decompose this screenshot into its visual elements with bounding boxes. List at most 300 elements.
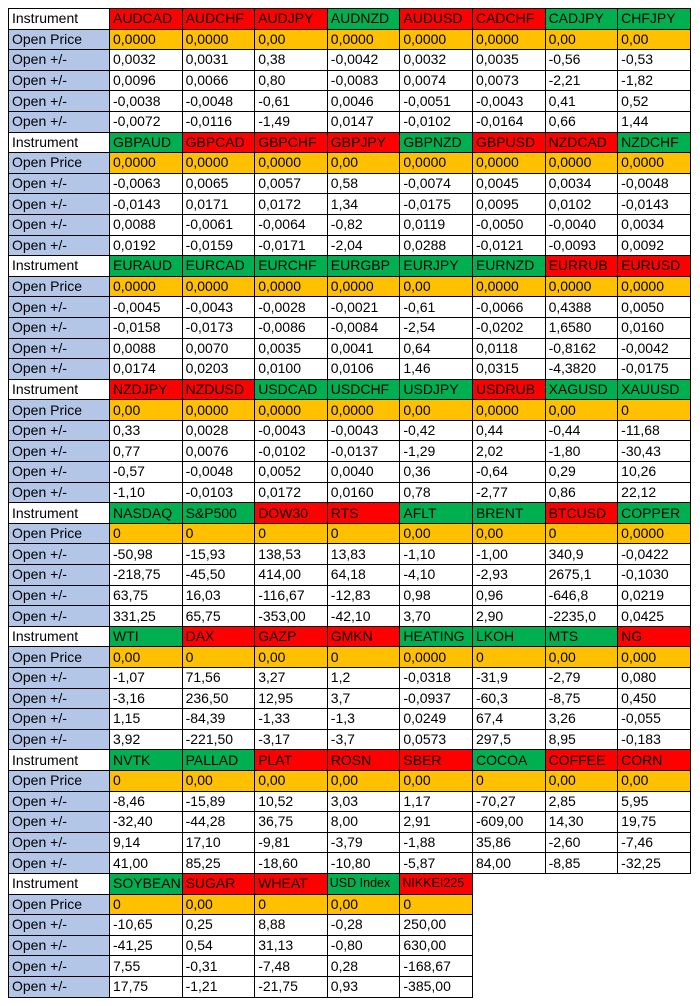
open-delta-cell[interactable]: -41,25	[110, 935, 183, 956]
open-delta-cell[interactable]: 0,0076	[182, 441, 255, 462]
open-delta-cell[interactable]: 3,03	[327, 791, 400, 812]
open-delta-cell[interactable]: -2,79	[545, 668, 618, 689]
open-delta-cell[interactable]: 63,75	[110, 585, 183, 606]
open-price-cell[interactable]: 0	[255, 523, 328, 544]
open-delta-cell[interactable]: 2,85	[545, 791, 618, 812]
open-price-cell[interactable]: 0,0000	[182, 276, 255, 297]
open-delta-cell[interactable]: 17,75	[110, 976, 183, 997]
open-delta-cell[interactable]: -3,17	[255, 729, 328, 750]
open-delta-cell[interactable]: 0,4388	[545, 297, 618, 318]
open-delta-cell[interactable]: 7,55	[110, 956, 183, 977]
open-delta-cell[interactable]: 0,0070	[182, 338, 255, 359]
open-price-cell[interactable]: 0	[327, 647, 400, 668]
open-delta-cell[interactable]: -0,56	[545, 50, 618, 71]
instrument-name-cell[interactable]: EURCAD	[182, 256, 255, 277]
open-delta-cell[interactable]: 0,28	[327, 956, 400, 977]
open-delta-cell[interactable]: -2,93	[472, 565, 545, 586]
open-delta-cell[interactable]: -0,0064	[255, 214, 328, 235]
instrument-name-cell[interactable]: CHFJPY	[618, 9, 691, 30]
instrument-name-cell[interactable]: CORN	[618, 750, 691, 771]
open-price-cell[interactable]: 0,00	[255, 29, 328, 50]
instrument-name-cell[interactable]: AFLT	[400, 503, 473, 524]
open-delta-cell[interactable]: 0,0035	[255, 338, 328, 359]
open-delta-cell[interactable]: 22,12	[618, 482, 691, 503]
open-price-cell[interactable]: 0,0000	[110, 29, 183, 50]
open-delta-cell[interactable]: -11,68	[618, 420, 691, 441]
open-price-cell[interactable]: 0	[182, 647, 255, 668]
open-delta-cell[interactable]: 0,0171	[182, 194, 255, 215]
open-price-cell[interactable]: 0,0000	[472, 400, 545, 421]
instrument-name-cell[interactable]: USDCHF	[327, 379, 400, 400]
instrument-name-cell[interactable]: RTS	[327, 503, 400, 524]
open-delta-cell[interactable]: -84,39	[182, 709, 255, 730]
open-price-cell[interactable]: 0,0000	[400, 647, 473, 668]
open-delta-cell[interactable]: -60,3	[472, 688, 545, 709]
open-delta-cell[interactable]: 3,92	[110, 729, 183, 750]
open-price-cell[interactable]: 0,00	[255, 770, 328, 791]
instrument-name-cell[interactable]: GBPUSD	[472, 132, 545, 153]
instrument-name-cell[interactable]: EURRUB	[545, 256, 618, 277]
open-delta-cell[interactable]: -0,0173	[182, 317, 255, 338]
open-delta-cell[interactable]: -0,0175	[618, 359, 691, 380]
open-delta-cell[interactable]: -0,8162	[545, 338, 618, 359]
open-delta-cell[interactable]: -0,0143	[110, 194, 183, 215]
open-delta-cell[interactable]: -2235,0	[545, 606, 618, 627]
open-delta-cell[interactable]: -1,21	[182, 976, 255, 997]
open-price-cell[interactable]: 0,0000	[400, 29, 473, 50]
open-delta-cell[interactable]: -609,00	[472, 812, 545, 833]
instrument-name-cell[interactable]: NG	[618, 626, 691, 647]
open-delta-cell[interactable]: -2,04	[327, 235, 400, 256]
open-delta-cell[interactable]: 2,90	[472, 606, 545, 627]
open-delta-cell[interactable]: -0,0074	[400, 173, 473, 194]
open-price-cell[interactable]: 0,00	[110, 647, 183, 668]
open-price-cell[interactable]: 0,00	[545, 29, 618, 50]
open-delta-cell[interactable]: 0,0160	[327, 482, 400, 503]
open-delta-cell[interactable]: 0,0032	[110, 50, 183, 71]
instrument-name-cell[interactable]: DAX	[182, 626, 255, 647]
open-delta-cell[interactable]: -0,0116	[182, 111, 255, 132]
open-delta-cell[interactable]: 0,0288	[400, 235, 473, 256]
open-delta-cell[interactable]: -0,57	[110, 462, 183, 483]
open-delta-cell[interactable]: -0,183	[618, 729, 691, 750]
open-delta-cell[interactable]: -1,80	[545, 441, 618, 462]
instrument-name-cell[interactable]: SOYBEAN	[110, 873, 183, 894]
instrument-name-cell[interactable]: NZDCAD	[545, 132, 618, 153]
open-delta-cell[interactable]: -0,055	[618, 709, 691, 730]
open-price-cell[interactable]: 0,0000	[255, 276, 328, 297]
open-delta-cell[interactable]: -0,0043	[472, 91, 545, 112]
open-price-cell[interactable]: 0,0000	[545, 276, 618, 297]
open-delta-cell[interactable]: 0,0095	[472, 194, 545, 215]
open-delta-cell[interactable]: 17,10	[182, 832, 255, 853]
open-delta-cell[interactable]: 84,00	[472, 853, 545, 874]
open-delta-cell[interactable]: 9,14	[110, 832, 183, 853]
open-delta-cell[interactable]: 0,0573	[400, 729, 473, 750]
instrument-name-cell[interactable]: GBPJPY	[327, 132, 400, 153]
open-price-cell[interactable]: 0,0000	[182, 153, 255, 174]
open-delta-cell[interactable]: -0,0158	[110, 317, 183, 338]
open-delta-cell[interactable]: -0,0318	[400, 668, 473, 689]
open-delta-cell[interactable]: 0,80	[255, 70, 328, 91]
open-price-cell[interactable]: 0,00	[255, 647, 328, 668]
open-delta-cell[interactable]: 138,53	[255, 544, 328, 565]
open-delta-cell[interactable]: 0,0174	[110, 359, 183, 380]
open-price-cell[interactable]: 0	[327, 523, 400, 544]
instrument-name-cell[interactable]: CADCHF	[472, 9, 545, 30]
open-delta-cell[interactable]: -3,7	[327, 729, 400, 750]
instrument-name-cell[interactable]: NZDJPY	[110, 379, 183, 400]
open-delta-cell[interactable]: 8,00	[327, 812, 400, 833]
open-delta-cell[interactable]: -1,10	[110, 482, 183, 503]
open-price-cell[interactable]: 0,00	[545, 400, 618, 421]
open-delta-cell[interactable]: -4,3820	[545, 359, 618, 380]
open-delta-cell[interactable]: -30,43	[618, 441, 691, 462]
open-price-cell[interactable]: 0,0000	[618, 153, 691, 174]
open-delta-cell[interactable]: -1,00	[472, 544, 545, 565]
instrument-name-cell[interactable]: COPPER	[618, 503, 691, 524]
open-delta-cell[interactable]: 0,0074	[400, 70, 473, 91]
open-delta-cell[interactable]: 1,44	[618, 111, 691, 132]
instrument-name-cell[interactable]: EURGBP	[327, 256, 400, 277]
open-delta-cell[interactable]: -0,0137	[327, 441, 400, 462]
open-delta-cell[interactable]: 0,0119	[400, 214, 473, 235]
instrument-name-cell[interactable]: ROSN	[327, 750, 400, 771]
open-delta-cell[interactable]: 1,46	[400, 359, 473, 380]
instrument-name-cell[interactable]: EURCHF	[255, 256, 328, 277]
open-delta-cell[interactable]: 0,0088	[110, 338, 183, 359]
open-delta-cell[interactable]: -221,50	[182, 729, 255, 750]
open-delta-cell[interactable]: 41,00	[110, 853, 183, 874]
instrument-name-cell[interactable]: NIKKEI225	[400, 873, 473, 894]
open-delta-cell[interactable]: -2,54	[400, 317, 473, 338]
open-delta-cell[interactable]: -0,0050	[472, 214, 545, 235]
open-delta-cell[interactable]: -0,0084	[327, 317, 400, 338]
open-delta-cell[interactable]: 0,0106	[327, 359, 400, 380]
open-delta-cell[interactable]: -5,87	[400, 853, 473, 874]
open-delta-cell[interactable]: -32,40	[110, 812, 183, 833]
open-delta-cell[interactable]: -0,0048	[182, 462, 255, 483]
instrument-name-cell[interactable]: GAZP	[255, 626, 328, 647]
open-delta-cell[interactable]: -0,1030	[618, 565, 691, 586]
open-price-cell[interactable]: 0	[182, 523, 255, 544]
open-delta-cell[interactable]: 2675,1	[545, 565, 618, 586]
open-delta-cell[interactable]: 0,96	[472, 585, 545, 606]
open-delta-cell[interactable]: -0,0021	[327, 297, 400, 318]
open-delta-cell[interactable]: 0,38	[255, 50, 328, 71]
open-delta-cell[interactable]: -44,28	[182, 812, 255, 833]
open-delta-cell[interactable]: 71,56	[182, 668, 255, 689]
open-delta-cell[interactable]: 0,77	[110, 441, 183, 462]
open-delta-cell[interactable]: -0,0061	[182, 214, 255, 235]
open-delta-cell[interactable]: 630,00	[400, 935, 473, 956]
instrument-name-cell[interactable]: COCOA	[472, 750, 545, 771]
open-delta-cell[interactable]: 236,50	[182, 688, 255, 709]
open-delta-cell[interactable]: -0,0063	[110, 173, 183, 194]
instrument-name-cell[interactable]: USDRUB	[472, 379, 545, 400]
instrument-name-cell[interactable]: WHEAT	[255, 873, 328, 894]
open-delta-cell[interactable]: -0,0040	[545, 214, 618, 235]
open-price-cell[interactable]: 0,00	[327, 894, 400, 915]
open-delta-cell[interactable]: 0,0073	[472, 70, 545, 91]
open-price-cell[interactable]: 0,0000	[255, 400, 328, 421]
instrument-name-cell[interactable]: NZDUSD	[182, 379, 255, 400]
open-delta-cell[interactable]: 0,86	[545, 482, 618, 503]
instrument-name-cell[interactable]: USDJPY	[400, 379, 473, 400]
open-delta-cell[interactable]: -0,0121	[472, 235, 545, 256]
open-delta-cell[interactable]: -0,0422	[618, 544, 691, 565]
open-delta-cell[interactable]: 0,41	[545, 91, 618, 112]
open-delta-cell[interactable]: 0,0172	[255, 482, 328, 503]
open-delta-cell[interactable]: 0,0045	[472, 173, 545, 194]
open-delta-cell[interactable]: 2,91	[400, 812, 473, 833]
open-delta-cell[interactable]: 0,64	[400, 338, 473, 359]
open-delta-cell[interactable]: -0,61	[255, 91, 328, 112]
open-delta-cell[interactable]: -0,44	[545, 420, 618, 441]
open-price-cell[interactable]: 0,0000	[400, 153, 473, 174]
open-price-cell[interactable]: 0,0000	[327, 400, 400, 421]
open-delta-cell[interactable]: -2,77	[472, 482, 545, 503]
open-delta-cell[interactable]: 0,25	[182, 915, 255, 936]
open-delta-cell[interactable]: 0,0065	[182, 173, 255, 194]
open-delta-cell[interactable]: 8,95	[545, 729, 618, 750]
open-delta-cell[interactable]: 0,080	[618, 668, 691, 689]
instrument-name-cell[interactable]: DOW30	[255, 503, 328, 524]
open-delta-cell[interactable]: -0,0143	[618, 194, 691, 215]
open-delta-cell[interactable]: 0,0034	[545, 173, 618, 194]
open-delta-cell[interactable]: 0,0092	[618, 235, 691, 256]
open-delta-cell[interactable]: 0,0032	[400, 50, 473, 71]
open-price-cell[interactable]: 0,0000	[110, 276, 183, 297]
open-delta-cell[interactable]: 297,5	[472, 729, 545, 750]
open-price-cell[interactable]: 0,0000	[255, 153, 328, 174]
open-delta-cell[interactable]: -3,79	[327, 832, 400, 853]
open-price-cell[interactable]: 0	[110, 894, 183, 915]
open-delta-cell[interactable]: -0,0102	[400, 111, 473, 132]
open-delta-cell[interactable]: -10,65	[110, 915, 183, 936]
open-price-cell[interactable]: 0,00	[400, 523, 473, 544]
open-delta-cell[interactable]: 0,33	[110, 420, 183, 441]
open-delta-cell[interactable]: 414,00	[255, 565, 328, 586]
open-delta-cell[interactable]: 0,0052	[255, 462, 328, 483]
open-price-cell[interactable]: 0,0000	[472, 153, 545, 174]
open-price-cell[interactable]: 0	[472, 770, 545, 791]
open-delta-cell[interactable]: 0,0172	[255, 194, 328, 215]
open-delta-cell[interactable]: -1,88	[400, 832, 473, 853]
instrument-name-cell[interactable]: EURJPY	[400, 256, 473, 277]
open-delta-cell[interactable]: 0,0219	[618, 585, 691, 606]
open-delta-cell[interactable]: -1,3	[327, 709, 400, 730]
open-price-cell[interactable]: 0	[110, 523, 183, 544]
open-price-cell[interactable]: 0,00	[182, 894, 255, 915]
open-delta-cell[interactable]: 3,70	[400, 606, 473, 627]
open-price-cell[interactable]: 0,00	[327, 153, 400, 174]
open-delta-cell[interactable]: -32,25	[618, 853, 691, 874]
open-delta-cell[interactable]: 331,25	[110, 606, 183, 627]
open-delta-cell[interactable]: 1,34	[327, 194, 400, 215]
open-price-cell[interactable]: 0,000	[618, 647, 691, 668]
open-delta-cell[interactable]: -0,0043	[327, 420, 400, 441]
open-delta-cell[interactable]: 10,26	[618, 462, 691, 483]
open-delta-cell[interactable]: 0,44	[472, 420, 545, 441]
open-delta-cell[interactable]: -0,0051	[400, 91, 473, 112]
open-price-cell[interactable]: 0,00	[472, 523, 545, 544]
open-delta-cell[interactable]: 0,0040	[327, 462, 400, 483]
open-price-cell[interactable]: 0	[618, 400, 691, 421]
open-delta-cell[interactable]: 3,27	[255, 668, 328, 689]
open-delta-cell[interactable]: -0,0072	[110, 111, 183, 132]
open-delta-cell[interactable]: 0,0034	[618, 214, 691, 235]
open-delta-cell[interactable]: 0,0028	[182, 420, 255, 441]
open-delta-cell[interactable]: 0,0046	[327, 91, 400, 112]
instrument-name-cell[interactable]: HEATING	[400, 626, 473, 647]
open-price-cell[interactable]: 0,0000	[110, 153, 183, 174]
open-delta-cell[interactable]: -218,75	[110, 565, 183, 586]
open-price-cell[interactable]: 0,0000	[618, 276, 691, 297]
open-delta-cell[interactable]: 0,0057	[255, 173, 328, 194]
instrument-name-cell[interactable]: NASDAQ	[110, 503, 183, 524]
open-delta-cell[interactable]: -50,98	[110, 544, 183, 565]
open-delta-cell[interactable]: -3,16	[110, 688, 183, 709]
instrument-name-cell[interactable]: NZDCHF	[618, 132, 691, 153]
instrument-name-cell[interactable]: AUDUSD	[400, 9, 473, 30]
open-delta-cell[interactable]: 19,75	[618, 812, 691, 833]
open-price-cell[interactable]: 0,0000	[618, 523, 691, 544]
open-delta-cell[interactable]: 0,58	[327, 173, 400, 194]
open-delta-cell[interactable]: 0,0088	[110, 214, 183, 235]
open-delta-cell[interactable]: -0,0171	[255, 235, 328, 256]
open-price-cell[interactable]: 0,0000	[182, 400, 255, 421]
open-delta-cell[interactable]: -9,81	[255, 832, 328, 853]
open-delta-cell[interactable]: -0,0048	[182, 91, 255, 112]
open-delta-cell[interactable]: 10,52	[255, 791, 328, 812]
open-delta-cell[interactable]: -0,0048	[618, 173, 691, 194]
open-delta-cell[interactable]: -0,0175	[400, 194, 473, 215]
open-price-cell[interactable]: 0,0000	[327, 276, 400, 297]
open-delta-cell[interactable]: 0,0160	[618, 317, 691, 338]
instrument-name-cell[interactable]: EURNZD	[472, 256, 545, 277]
open-delta-cell[interactable]: 0,54	[182, 935, 255, 956]
open-delta-cell[interactable]: 31,13	[255, 935, 328, 956]
open-delta-cell[interactable]: -385,00	[400, 976, 473, 997]
open-delta-cell[interactable]: -0,64	[472, 462, 545, 483]
open-price-cell[interactable]: 0,00	[545, 770, 618, 791]
open-delta-cell[interactable]: -18,60	[255, 853, 328, 874]
open-price-cell[interactable]: 0,0000	[545, 153, 618, 174]
open-delta-cell[interactable]: 0,0035	[472, 50, 545, 71]
open-delta-cell[interactable]: 0,52	[618, 91, 691, 112]
open-price-cell[interactable]: 0,00	[327, 770, 400, 791]
open-delta-cell[interactable]: -7,48	[255, 956, 328, 977]
open-delta-cell[interactable]: -0,82	[327, 214, 400, 235]
instrument-name-cell[interactable]: COFFEE	[545, 750, 618, 771]
instrument-name-cell[interactable]: SBER	[400, 750, 473, 771]
open-delta-cell[interactable]: 0,29	[545, 462, 618, 483]
instrument-name-cell[interactable]: CADJPY	[545, 9, 618, 30]
open-delta-cell[interactable]: 36,75	[255, 812, 328, 833]
open-delta-cell[interactable]: -0,0042	[327, 50, 400, 71]
open-delta-cell[interactable]: -0,31	[182, 956, 255, 977]
open-delta-cell[interactable]: 0,0031	[182, 50, 255, 71]
open-delta-cell[interactable]: 0,0315	[472, 359, 545, 380]
open-delta-cell[interactable]: 0,0192	[110, 235, 183, 256]
open-delta-cell[interactable]: -0,53	[618, 50, 691, 71]
instrument-name-cell[interactable]: GBPAUD	[110, 132, 183, 153]
instrument-name-cell[interactable]: USD Index	[327, 873, 400, 894]
open-delta-cell[interactable]: -8,46	[110, 791, 183, 812]
open-delta-cell[interactable]: -0,0102	[255, 441, 328, 462]
open-delta-cell[interactable]: -0,0038	[110, 91, 183, 112]
open-delta-cell[interactable]: -0,80	[327, 935, 400, 956]
open-delta-cell[interactable]: 65,75	[182, 606, 255, 627]
open-delta-cell[interactable]: -0,0083	[327, 70, 400, 91]
open-delta-cell[interactable]: -646,8	[545, 585, 618, 606]
open-price-cell[interactable]: 0,00	[182, 770, 255, 791]
open-delta-cell[interactable]: -4,10	[400, 565, 473, 586]
open-delta-cell[interactable]: 0,66	[545, 111, 618, 132]
open-delta-cell[interactable]: -10,80	[327, 853, 400, 874]
open-delta-cell[interactable]: -21,75	[255, 976, 328, 997]
open-delta-cell[interactable]: 1,6580	[545, 317, 618, 338]
open-delta-cell[interactable]: 2,02	[472, 441, 545, 462]
open-delta-cell[interactable]: 3,7	[327, 688, 400, 709]
open-price-cell[interactable]: 0,00	[545, 647, 618, 668]
open-delta-cell[interactable]: -1,10	[400, 544, 473, 565]
open-price-cell[interactable]: 0,00	[618, 29, 691, 50]
open-price-cell[interactable]: 0,0000	[472, 29, 545, 50]
instrument-name-cell[interactable]: GBPCHF	[255, 132, 328, 153]
open-delta-cell[interactable]: 5,95	[618, 791, 691, 812]
open-delta-cell[interactable]: 0,78	[400, 482, 473, 503]
instrument-name-cell[interactable]: S&P500	[182, 503, 255, 524]
open-delta-cell[interactable]: -8,75	[545, 688, 618, 709]
instrument-name-cell[interactable]: WTI	[110, 626, 183, 647]
open-delta-cell[interactable]: -0,0159	[182, 235, 255, 256]
open-delta-cell[interactable]: -0,28	[327, 915, 400, 936]
open-delta-cell[interactable]: 250,00	[400, 915, 473, 936]
open-delta-cell[interactable]: -168,67	[400, 956, 473, 977]
open-delta-cell[interactable]: 14,30	[545, 812, 618, 833]
open-delta-cell[interactable]: -0,0164	[472, 111, 545, 132]
open-delta-cell[interactable]: -15,89	[182, 791, 255, 812]
open-price-cell[interactable]: 0,00	[618, 770, 691, 791]
open-delta-cell[interactable]: 64,18	[327, 565, 400, 586]
open-delta-cell[interactable]: -1,29	[400, 441, 473, 462]
open-delta-cell[interactable]: 13,83	[327, 544, 400, 565]
open-price-cell[interactable]: 0,00	[400, 770, 473, 791]
open-delta-cell[interactable]: -8,85	[545, 853, 618, 874]
open-price-cell[interactable]: 0	[110, 770, 183, 791]
open-delta-cell[interactable]: 0,0118	[472, 338, 545, 359]
instrument-name-cell[interactable]: NVTK	[110, 750, 183, 771]
instrument-name-cell[interactable]: MTS	[545, 626, 618, 647]
open-price-cell[interactable]: 0,0000	[327, 29, 400, 50]
open-delta-cell[interactable]: -70,27	[472, 791, 545, 812]
open-delta-cell[interactable]: -0,42	[400, 420, 473, 441]
instrument-name-cell[interactable]: GMKN	[327, 626, 400, 647]
open-delta-cell[interactable]: 0,0041	[327, 338, 400, 359]
open-delta-cell[interactable]: 1,17	[400, 791, 473, 812]
instrument-name-cell[interactable]: EURAUD	[110, 256, 183, 277]
open-delta-cell[interactable]: -1,82	[618, 70, 691, 91]
instrument-name-cell[interactable]: LKOH	[472, 626, 545, 647]
open-delta-cell[interactable]: 8,88	[255, 915, 328, 936]
open-delta-cell[interactable]: -1,33	[255, 709, 328, 730]
open-delta-cell[interactable]: 1,15	[110, 709, 183, 730]
open-delta-cell[interactable]: 340,9	[545, 544, 618, 565]
open-price-cell[interactable]: 0,00	[110, 400, 183, 421]
open-delta-cell[interactable]: 0,0102	[545, 194, 618, 215]
